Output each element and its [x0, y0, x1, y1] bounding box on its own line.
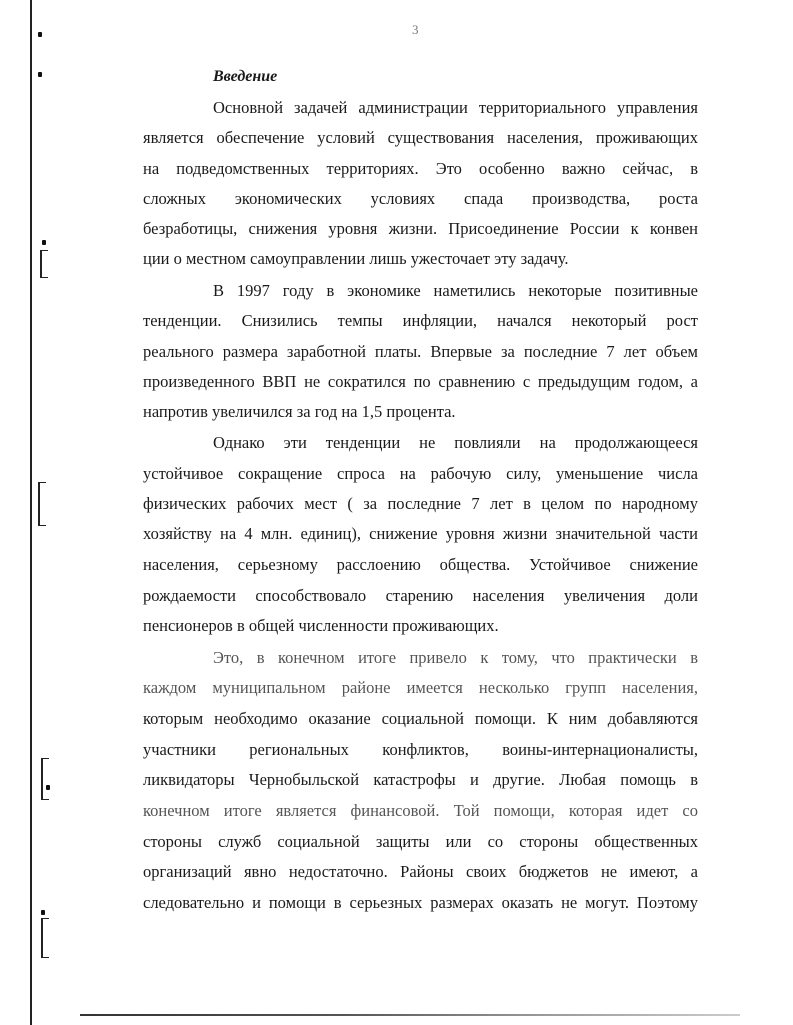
scan-dot [38, 72, 42, 77]
text-line: участники региональных конфликтов, воины-интернационалисты, [143, 740, 698, 759]
section-heading: Введение [213, 68, 278, 85]
text-line: хозяйству на 4 млн. единиц), снижение уровня жизни значительной части [143, 524, 698, 543]
text-line: которым необходимо оказание социальной помощи. К ним добавляются [143, 709, 698, 728]
text-line: физических рабочих мест ( за последние 7 лет в целом по народному [143, 494, 698, 513]
text-line: Это, в конечном итоге привело к тому, что практически в [213, 648, 698, 667]
scan-dot [38, 32, 42, 37]
text-line: является обеспечение условий существования населения, проживающих [143, 128, 698, 147]
text-line: каждом муниципальном районе имеется несколько групп населения, [143, 678, 698, 697]
text-line: реального размера заработной платы. Впервые за последние 7 лет объем [143, 342, 698, 361]
scan-bracket [41, 758, 49, 800]
text-line: Основной задачей администрации территориального управления [213, 98, 698, 117]
scan-left-border [30, 0, 32, 1025]
scan-dot [42, 240, 46, 245]
scan-dot [41, 910, 45, 915]
page-number: 3 [412, 22, 419, 37]
text-line: ции о местном самоуправлении лишь ужесточает эту задачу. [143, 249, 569, 268]
text-line: В 1997 году в экономике наметились некоторые позитивные [213, 281, 698, 300]
scan-bracket [41, 918, 49, 958]
text-line: устойчивое сокращение спроса на рабочую силу, уменьшение числа [143, 464, 698, 483]
scan-bottom-rule [80, 1014, 740, 1016]
text-line: ликвидаторы Чернобыльской катастрофы и другие. Любая помощь в [143, 770, 698, 789]
text-line: сложных экономических условиях спада производства, роста [143, 189, 698, 208]
scan-bracket [38, 482, 46, 526]
text-line: тенденции. Снизились темпы инфляции, начался некоторый рост [143, 311, 698, 330]
text-line: организаций явно недостаточно. Районы своих бюджетов не имеют, а [143, 862, 698, 881]
text-line: напротив увеличился за год на 1,5 процента. [143, 402, 456, 421]
text-line: произведенного ВВП не сократился по сравнению с предыдущим годом, а [143, 372, 698, 391]
scan-bracket [40, 250, 48, 278]
text-line: следовательно и помощи в серьезных размерах оказать не могут. Поэтому [143, 893, 698, 912]
text-line: рождаемости способствовало старению населения увеличения доли [143, 586, 698, 605]
scan-dot [46, 785, 50, 790]
text-line: безработицы, снижения уровня жизни. Присоединение России к конвен [143, 219, 698, 238]
text-line: пенсионеров в общей численности проживающих. [143, 616, 499, 635]
text-line: стороны служб социальной защиты или со стороны общественных [143, 832, 698, 851]
text-line: на подведомственных территориях. Это особенно важно сейчас, в [143, 159, 698, 178]
text-line: конечном итоге является финансовой. Той помощи, которая идет со [143, 801, 698, 820]
text-line: населения, серьезному расслоению общества. Устойчивое снижение [143, 555, 698, 574]
text-line: Однако эти тенденции не повлияли на продолжающееся [213, 433, 698, 452]
